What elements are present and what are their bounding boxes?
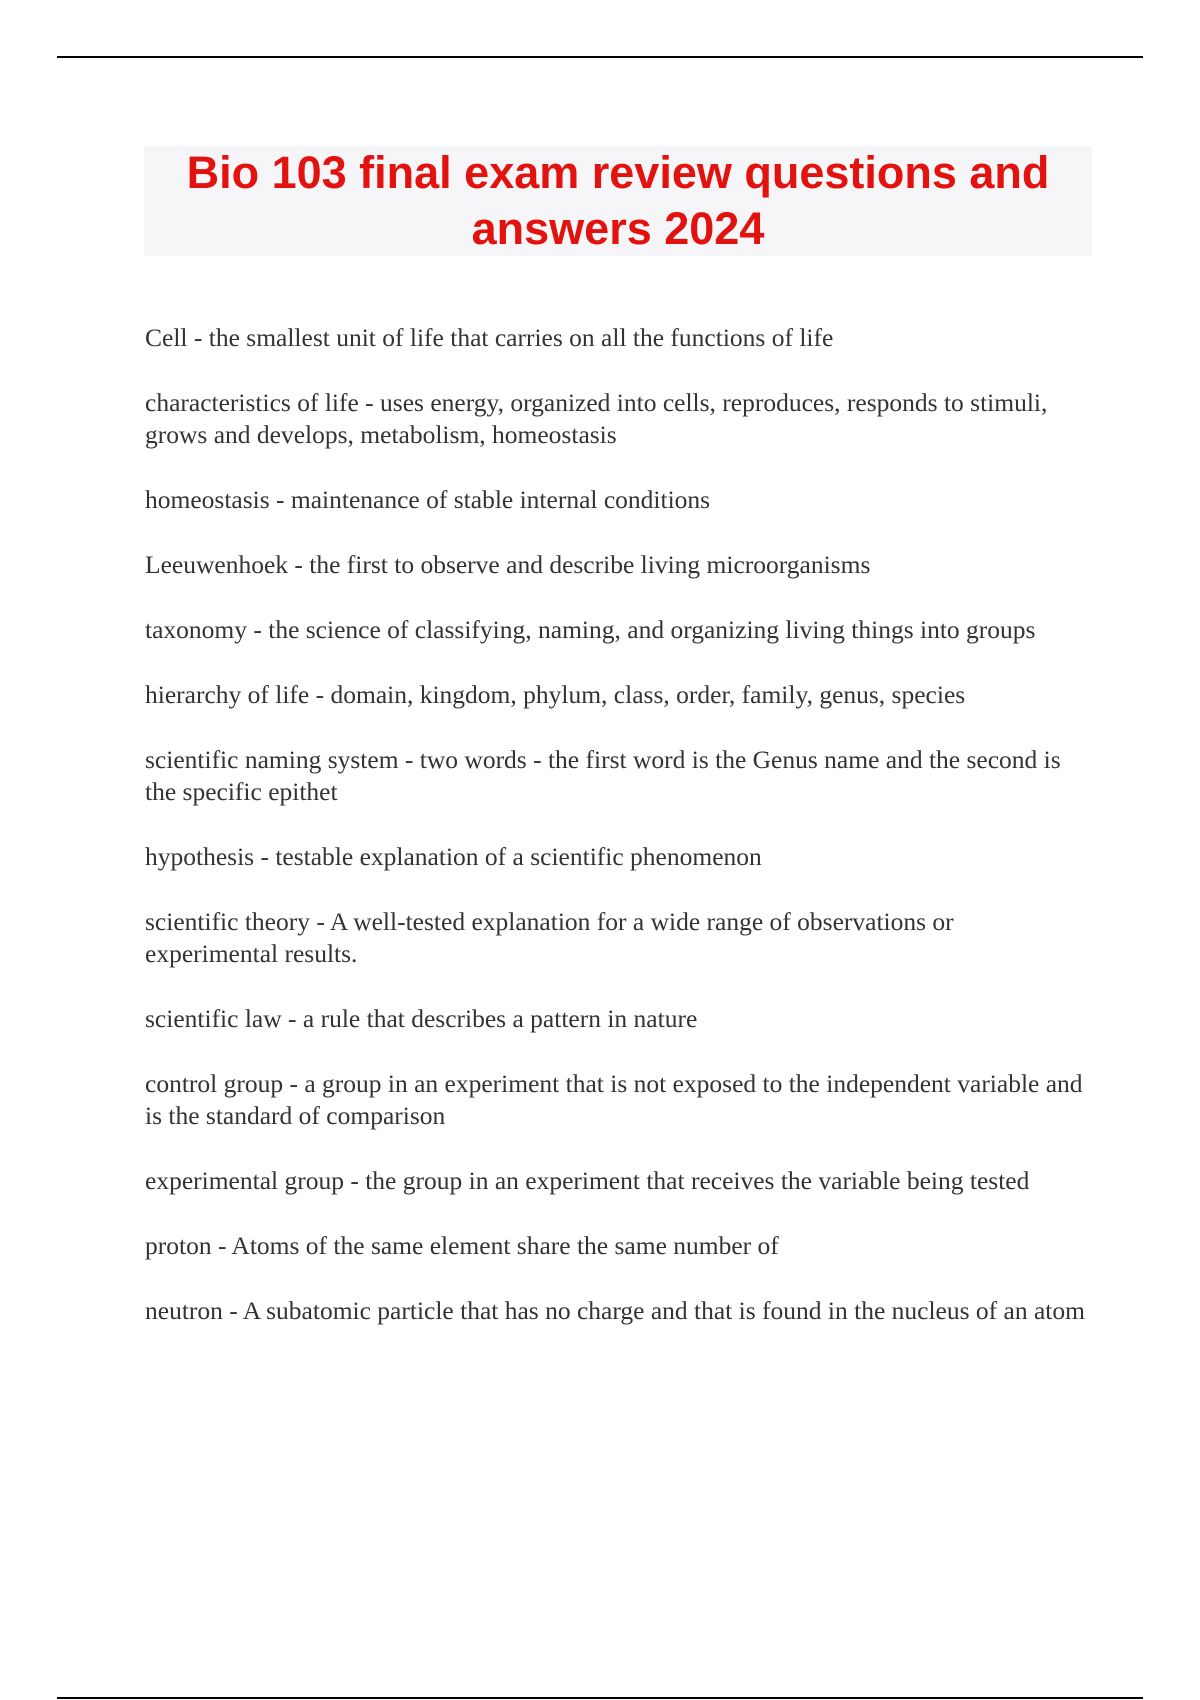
qa-entry-proton: proton - Atoms of the same element share the same number of xyxy=(145,1231,779,1260)
qa-list xyxy=(145,322,1085,1360)
bottom-rule xyxy=(57,1697,1143,1699)
qa-entry-hierarchy-of-life: hierarchy of life - domain, kingdom, phylum, class, order, family, genus, species xyxy=(145,680,966,709)
qa-entry-control-group: control group - a group in an experiment that is not exposed to the independent variable and is the standard of comparison xyxy=(145,1069,1083,1130)
qa-entry-scientific-naming-system: scientific naming system - two words - the first word is the Genus name and the second is the specific epithet xyxy=(145,745,1061,806)
qa-entry-taxonomy: taxonomy - the science of classifying, naming, and organizing living things into groups xyxy=(145,615,1036,644)
qa-entry-scientific-theory: scientific theory - A well-tested explanation for a wide range of observations or experimental results. xyxy=(145,907,954,968)
top-rule xyxy=(57,56,1143,58)
document-title: Bio 103 final exam review questions and answers 2024 xyxy=(186,147,1050,254)
qa-entry-cell: Cell - the smallest unit of life that carries on all the functions of life xyxy=(145,323,834,352)
qa-entry-characteristics-of-life: characteristics of life - uses energy, organized into cells, reproduces, responds to stimuli, grows and develops, metabolism, homeostasis xyxy=(145,388,1048,449)
qa-entry-leeuwenhoek: Leeuwenhoek - the first to observe and describe living microorganisms xyxy=(145,550,871,579)
qa-entry-experimental-group: experimental group - the group in an experiment that receives the variable being tested xyxy=(145,1166,1030,1195)
qa-entry-homeostasis: homeostasis - maintenance of stable internal conditions xyxy=(145,485,711,514)
qa-entry-scientific-law: scientific law - a rule that describes a pattern in nature xyxy=(145,1004,698,1033)
title-banner xyxy=(144,146,1092,256)
qa-entry-neutron: neutron - A subatomic particle that has no charge and that is found in the nucleus of an atom xyxy=(145,1296,1085,1325)
qa-entry-hypothesis: hypothesis - testable explanation of a scientific phenomenon xyxy=(145,842,762,871)
